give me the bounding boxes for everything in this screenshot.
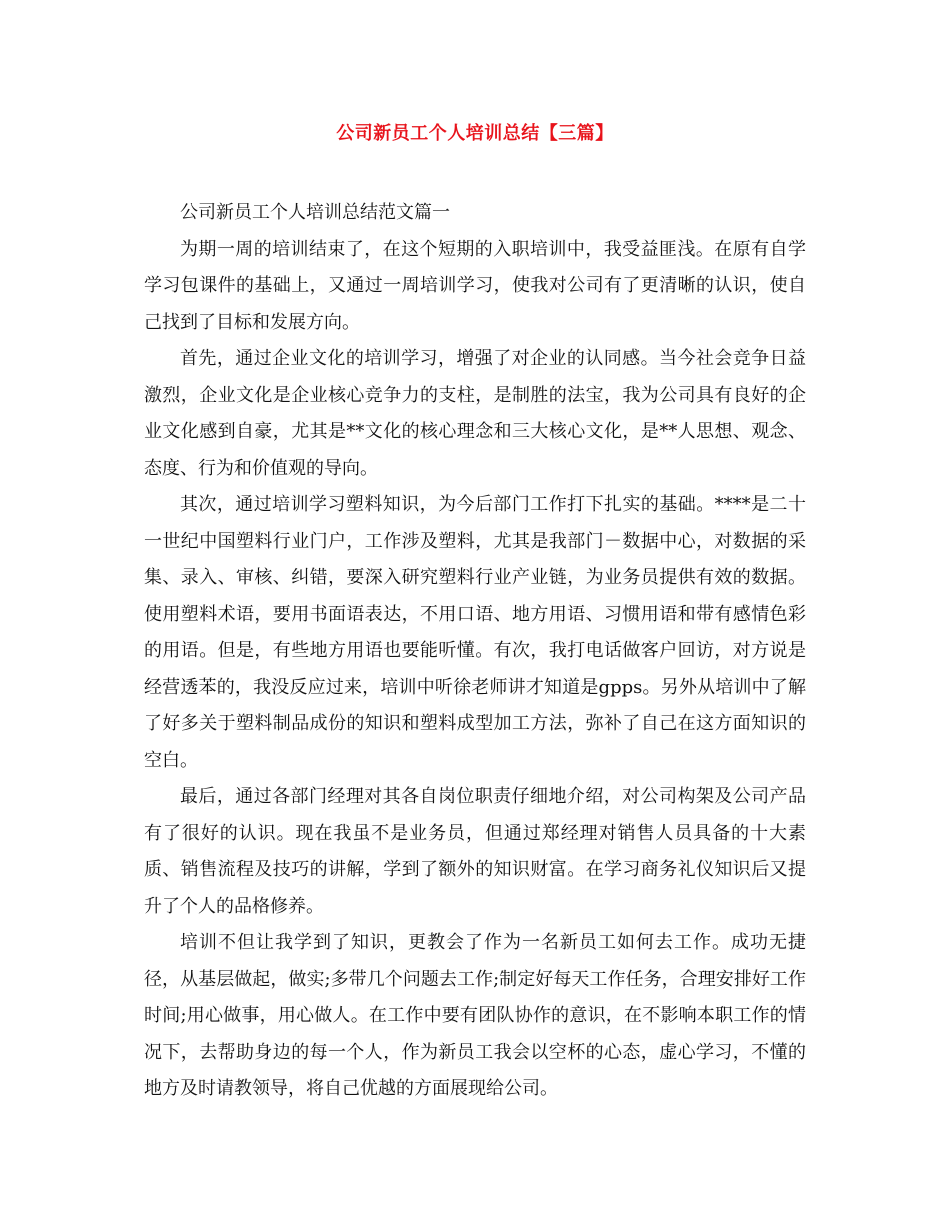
paragraph: 为期一周的培训结束了，在这个短期的入职培训中，我受益匪浅。在原有自学学习包课件的基础上，又通过一周培训学习，使我对公司有了更清晰的认识，使自己找到了目标和发展方向。 xyxy=(144,238,806,333)
paragraph: 首先，通过企业文化的培训学习，增强了对企业的认同感。当今社会竞争日益激烈，企业文化是企业核心竞争力的支柱，是制胜的法宝，我为公司具有良好的企业文化感到自豪，尤其是**文化的核心理念和三大核心文化，是**人思想、观念、态度、行为和价值观的导向。 xyxy=(144,348,806,479)
paragraph: 培训不但让我学到了知识，更教会了作为一名新员工如何去工作。成功无捷径，从基层做起，做实;多带几个问题去工作;制定好每天工作任务，合理安排好工作时间;用心做事，用心做人。在工作中要有团队协作的意识，在不影响本职工作的情况下，去帮助身边的每一个人，作为新员工我会以空杯的心态，虚心学习，不懂的地方及时请教领导，将自己优越的方面展现给公司。 xyxy=(144,932,806,1099)
section-heading: 公司新员工个人培训总结范文篇一 xyxy=(180,202,450,223)
paragraph: 其次，通过培训学习塑料知识，为今后部门工作打下扎实的基础。****是二十一世纪中国塑料行业门户，工作涉及塑料，尤其是我部门－数据中心，对数据的采集、录入、审核、纠错，要深入研究塑料行业产业链，为业务员提供有效的数据。使用塑料术语，要用书面语表达，不用口语、地方用语、习惯用语和带有感情色彩的用语。但是，有些地方用语也要能听懂。有次，我打电话做客户回访，对方说是经营透苯的，我没反应过来，培训中听徐老师讲才知道是gpps。另外从培训中了解了好多关于塑料制品成份的知识和塑料成型加工方法，弥补了自己在这方面知识的空白。 xyxy=(144,494,806,771)
paragraph: 最后，通过各部门经理对其各自岗位职责仔细地介绍，对公司构架及公司产品有了很好的认识。现在我虽不是业务员，但通过郑经理对销售人员具备的十大素质、销售流程及技巧的讲解，学到了额外的知识财富。在学习商务礼仪知识后又提升了个人的品格修养。 xyxy=(144,786,806,917)
document-body xyxy=(144,195,806,1108)
document-title: 公司新员工个人培训总结【三篇】 xyxy=(336,123,614,144)
